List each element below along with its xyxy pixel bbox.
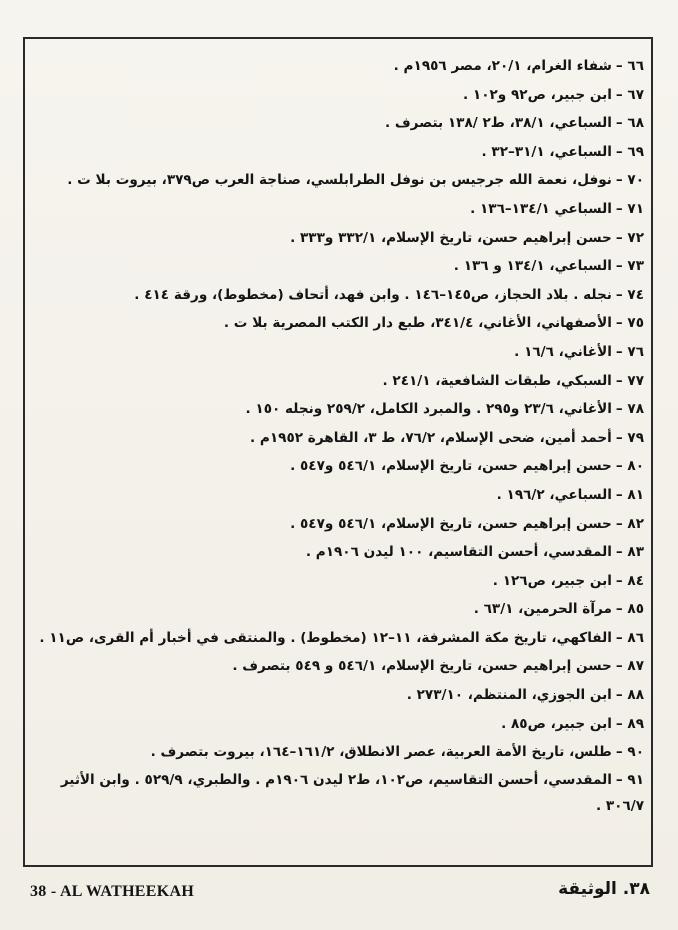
footnote-item: [36, 81, 644, 110]
footnote-item: [36, 452, 644, 481]
footnote-number: ٦٩ –: [615, 143, 644, 160]
footnote-item: [36, 567, 644, 596]
footnote-item: [36, 510, 644, 539]
footnotes-list: [36, 52, 644, 819]
footnote-text: الأغاني، ١٦/٦ .: [514, 343, 612, 360]
footnote-item: [36, 281, 644, 310]
footnote-number: ٩١ –: [615, 771, 644, 788]
footnote-text: حسن إبراهيم حسن، تاريخ الإسلام، ٣٣٢/١ و٣٣٣ .: [290, 229, 612, 246]
footnote-number: ٩٠ –: [615, 744, 644, 761]
footnote-number: ٧٥ –: [615, 315, 644, 332]
footnote-text: ابن جبير، ص٩٢ و١٠٢ .: [462, 86, 612, 103]
footnote-item: [36, 681, 644, 710]
footnote-item: [36, 309, 644, 338]
footnote-item: [36, 481, 644, 510]
footnote-text: الأصفهاني، الأغاني، ٣٤١/٤، طبع دار الكتب المصرية بلا ت .: [223, 315, 612, 332]
footnote-item: [36, 338, 644, 367]
footnote-number: ٨٧ –: [615, 658, 644, 675]
footnote-item: [36, 624, 644, 653]
footnote-item: [36, 109, 644, 138]
footnote-number: ٧٣ –: [615, 258, 644, 275]
footnote-item: [36, 52, 644, 81]
footnote-text: حسن إبراهيم حسن، تاريخ الإسلام، ٥٤٦/١ و ٥٤٩ بتصرف .: [232, 658, 612, 675]
footnote-text: أحمد أمين، ضحى الإسلام، ٧٦/٢، ط ٣، القاهرة ١٩٥٢م .: [249, 429, 612, 446]
footnote-item: [36, 367, 644, 396]
footnote-item: [36, 252, 644, 281]
footnote-number: ٧٨ –: [615, 401, 644, 418]
footnote-text: ابن جبير، ص١٢٦ .: [492, 572, 612, 589]
footnote-item: [36, 738, 644, 767]
footnote-text: حسن إبراهيم حسن، تاريخ الإسلام، ٥٤٦/١ و٥٤٧ .: [290, 515, 612, 532]
footnote-text: السباعي، ١٩٦/٢ .: [496, 486, 612, 503]
footnote-item: [36, 424, 644, 453]
footnote-item: [36, 138, 644, 167]
footnote-item: [36, 652, 644, 681]
footnote-number: ٨٣ –: [615, 544, 644, 561]
footnote-number: ٧٠ –: [615, 172, 644, 189]
footnote-number: ٦٦ –: [615, 58, 644, 74]
footnote-item: [36, 767, 644, 819]
footnote-text: السباعي ١٣٤/١–١٣٦ .: [470, 200, 612, 217]
footnote-number: ٨٨ –: [615, 687, 644, 704]
footnote-number: ٦٧ –: [615, 86, 644, 103]
footnote-text: السباعي، ٣٨/١، ط٢ /١٣٨ بتصرف .: [384, 115, 612, 132]
footnote-number: ٨٤ –: [615, 572, 644, 589]
footnote-text: نجله . بلاد الحجاز، ص١٤٥–١٤٦ . وابن فهد، أتحاف (مخطوط)، ورقة ٤١٤ .: [134, 286, 612, 303]
footnote-number: ٨٥ –: [615, 601, 644, 618]
footnote-text: نوفل، نعمة الله جرجيس بن نوفل الطرابلسي، صناجة العرب ص٣٧٩، بيروت بلا ت .: [67, 172, 612, 189]
footnote-number: ٨١ –: [615, 486, 644, 503]
footnote-number: ٧٩ –: [615, 429, 644, 446]
footer-page-number-english: 38 - AL WATHEEKAH: [30, 883, 195, 900]
footnote-text: السباعي، ٣١/١–٣٢ .: [481, 143, 612, 160]
footnote-text: شفاء الغرام، ٢٠/١، مصر ١٩٥٦م .: [393, 58, 612, 74]
footnote-number: ٨٦ –: [615, 629, 644, 646]
footnote-item: [36, 395, 644, 424]
footnote-item: [36, 224, 644, 253]
footnote-text: المقدسي، أحسن التقاسيم، ص١٠٢، ط٢ ليدن ١٩٠٦م . والطبري، ٥٢٩/٩ . وابن الأثير ٣٠٦/٧ .: [60, 771, 644, 814]
footer-page-number-arabic: ٣٨. الوثيقة: [558, 879, 650, 899]
footnote-number: ٧٢ –: [615, 229, 644, 246]
footnote-text: الفاكهي، تاريخ مكة المشرفة، ١١–١٢ (مخطوط) . والمنتقى في أخبار أم القرى، ص١١ .: [39, 629, 612, 646]
footnote-number: ٧٧ –: [615, 372, 644, 389]
footnote-number: ٧١ –: [615, 200, 644, 217]
footnote-number: ٨٠ –: [615, 458, 644, 475]
footnote-text: ابن الجوزي، المنتظم، ٢٧٣/١٠ .: [406, 687, 612, 704]
footnote-text: السباعي، ١٣٤/١ و ١٣٦ .: [453, 258, 612, 275]
footnote-text: مرآة الحرمين، ٦٣/١ .: [473, 601, 612, 618]
footnote-number: ٨٢ –: [615, 515, 644, 532]
footnote-item: [36, 538, 644, 567]
footnote-number: ٨٩ –: [615, 715, 644, 732]
footnote-item: [36, 195, 644, 224]
footnote-number: ٧٦ –: [615, 343, 644, 360]
footnote-text: طلس، تاريخ الأمة العربية، عصر الانطلاق، ١٦١/٢–١٦٤، بيروت بتصرف .: [150, 744, 612, 761]
footnote-item: [36, 595, 644, 624]
footnote-item: [36, 166, 644, 195]
footnote-text: المقدسي، أحسن التقاسيم، ١٠٠ ليدن ١٩٠٦م .: [305, 544, 612, 561]
footnote-text: ابن جبير، ص٨٥ .: [501, 715, 612, 732]
footnote-text: السبكي، طبقات الشافعية، ٢٤١/١ .: [382, 372, 612, 389]
footnote-text: حسن إبراهيم حسن، تاريخ الإسلام، ٥٤٦/١ و٥٤٧ .: [290, 458, 612, 475]
footnote-text: الأغاني، ٢٣/٦ و٢٩٥ . والمبرد الكامل، ٢٥٩/٢ ونجله ١٥٠ .: [245, 401, 612, 418]
footnote-number: ٦٨ –: [615, 115, 644, 132]
footnote-item: [36, 710, 644, 739]
footnote-number: ٧٤ –: [615, 286, 644, 303]
